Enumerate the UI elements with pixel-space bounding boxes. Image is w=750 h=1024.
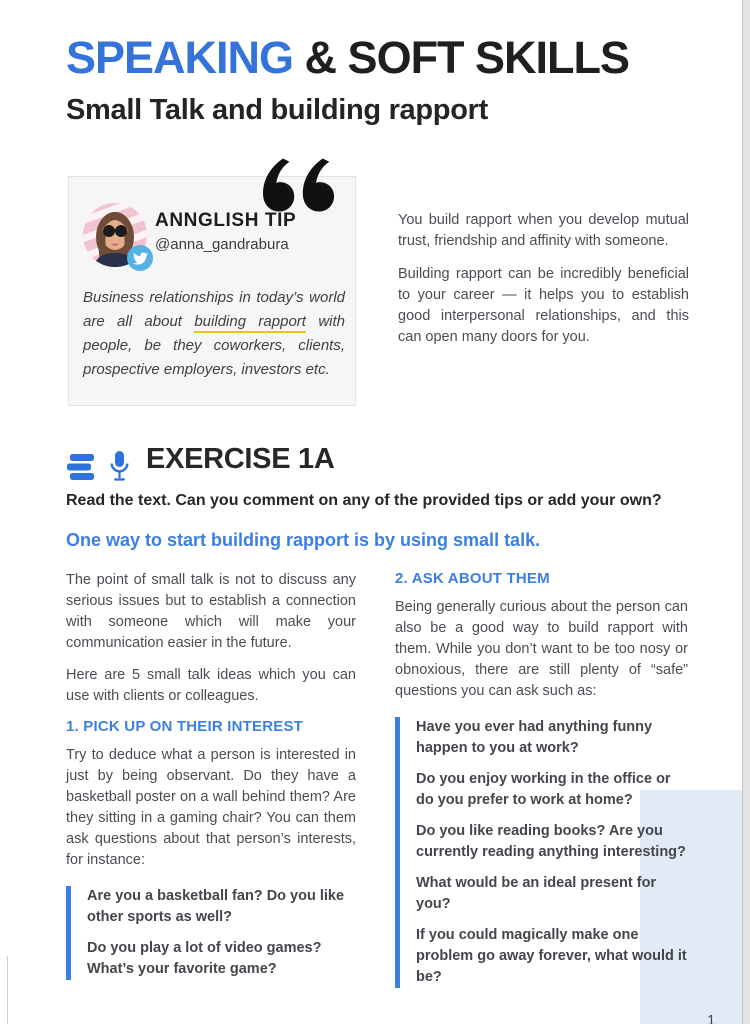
intro-paragraph: You build rapport when you develop mutual trust, friendship and affinity with someone. bbox=[398, 212, 689, 249]
tip-card-quote bbox=[83, 286, 345, 382]
right-question-list bbox=[395, 717, 688, 988]
question-item: Do you play a lot of video games? What’s your favorite game? bbox=[87, 940, 322, 977]
question-item: Are you a basketball fan? Do you like other sports as well? bbox=[87, 888, 345, 925]
question-item: Do you enjoy working in the office or do you prefer to work at home? bbox=[416, 771, 671, 808]
quote-prefix: Business relationships in today’s world are all about bbox=[83, 289, 345, 330]
left-paragraph: The point of small talk is not to discuss any serious issues but to establish a connection with someone which will make your communication easier in the future. bbox=[66, 572, 356, 651]
microphone-icon bbox=[109, 451, 130, 482]
left-section-heading: 1. PICK UP ON THEIR INTEREST bbox=[66, 718, 304, 735]
left-question-list bbox=[66, 886, 356, 980]
tip-card-handle: @anna_gandrabura bbox=[155, 236, 289, 253]
right-column bbox=[395, 570, 688, 998]
exercise-instruction: Read the text. Can you comment on any of the provided tips or add your own? bbox=[66, 492, 662, 509]
question-item: Have you ever had anything funny happen to you at work? bbox=[416, 719, 653, 756]
page-title bbox=[66, 32, 629, 84]
intro-column bbox=[398, 210, 689, 360]
right-section-body: Being generally curious about the person can also be a good way to build rapport with them. While you don’t want to be too nosy or obnoxious, there are still plenty of “safe” questions you can ask such as: bbox=[395, 599, 688, 699]
body-columns bbox=[66, 570, 688, 998]
question-item: What would be an ideal present for you? bbox=[416, 875, 657, 912]
quote-suffix: with people, be they coworkers, clients, prospective employers, investors etc. bbox=[83, 313, 345, 378]
left-column bbox=[66, 570, 356, 998]
exercise-title: EXERCISE 1A bbox=[146, 443, 335, 475]
tip-card-name: ANNGLISH TIP bbox=[155, 210, 297, 231]
page-edge-strip bbox=[742, 0, 750, 1024]
avatar bbox=[83, 203, 147, 267]
left-section-body: Try to deduce what a person is interested in just by being observant. Do they have a basketball poster on a wall behind them? Are they sitting in a gaming chair? You can them ask questions about that person’s interests, for instance: bbox=[66, 747, 356, 868]
twitter-icon bbox=[127, 245, 153, 271]
exercise-lead: One way to start building rapport is by using small talk. bbox=[66, 530, 541, 550]
tip-card bbox=[68, 176, 356, 406]
books-icon bbox=[66, 454, 97, 482]
page-subtitle: Small Talk and building rapport bbox=[66, 94, 488, 126]
exercise-icons bbox=[66, 451, 130, 482]
page-title-accent: SPEAKING bbox=[66, 32, 294, 83]
quote-icon bbox=[263, 157, 335, 213]
page-edge-line bbox=[7, 956, 8, 1024]
page-title-rest: & SOFT SKILLS bbox=[293, 32, 630, 83]
right-section-heading: 2. ASK ABOUT THEM bbox=[395, 570, 550, 587]
question-item: Do you like reading books? Are you currently reading anything interesting? bbox=[416, 823, 686, 860]
left-paragraph: Here are 5 small talk ideas which you can use with clients or colleagues. bbox=[66, 667, 356, 704]
quote-underlined-phrase: building rapport bbox=[194, 313, 306, 333]
intro-paragraph: Building rapport can be incredibly beneficial to your career — it helps you to establish good interpersonal relationships, and this can open many doors for you. bbox=[398, 266, 689, 345]
page-number: 1 bbox=[707, 1012, 716, 1024]
question-item: If you could magically make one problem go away forever, what would it be? bbox=[416, 927, 687, 985]
